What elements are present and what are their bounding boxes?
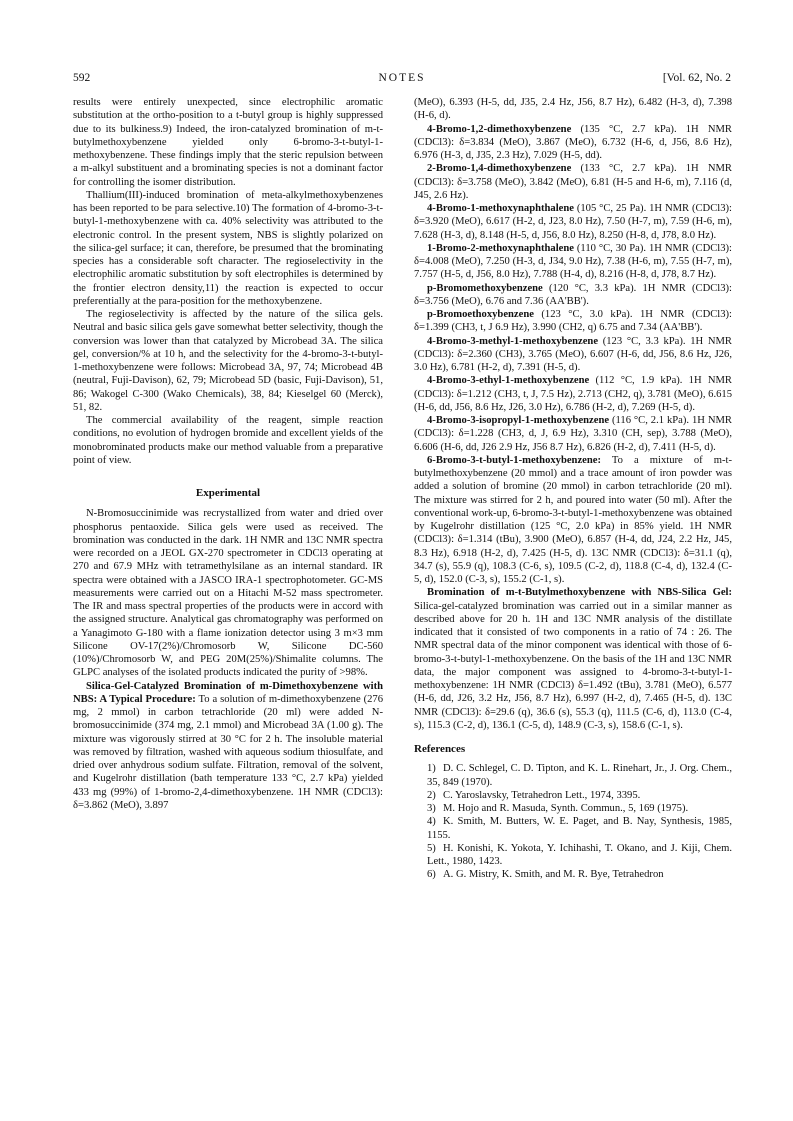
compound-title: 4-Bromo-1,2-dimethoxybenzene [427, 123, 572, 135]
paragraph-text: (105 °C, 25 Pa). 1H NMR (CDCl3): δ=3.920 (MeO), 6.617 (H-2, d, J23, 8.0 Hz), 7.50 (H-7, m), 7.59 (H-6, m), 7.628 (H-3, d), 8.148 (H-5, d, J56, 8.0 Hz), 8.250 (H-8, d, J78, 8.0 Hz). [414, 203, 732, 241]
paragraph [414, 202, 732, 242]
paragraph [414, 414, 732, 454]
paragraph [414, 454, 732, 587]
reference-item [414, 868, 732, 881]
paragraph-text: (135 °C, 2.7 kPa). 1H NMR (CDCl3): δ=3.834 (MeO), 3.867 (MeO), 6.732 (H-6, d, J56, 8.6 Hz), 6.976 (H-3, d, J35, 2.3 Hz), 7.029 (H-5, dd). [414, 123, 732, 161]
paragraph-text: (112 °C, 1.9 kPa). 1H NMR (CDCl3): δ=1.212 (CH3, t, J, 7.5 Hz), 2.713 (CH2, q), 3.781 (MeO), 6.615 (H-6, dd, J56, 8.6 Hz, J26, 3.0 Hz), 6.786 (H-2, d), 7.269 (H-5, d). [414, 375, 732, 413]
reference-number: 6) [427, 869, 436, 881]
paragraph [73, 680, 383, 813]
page-header [73, 72, 731, 88]
paragraph-text: (MeO), 6.393 (H-5, dd, J35, 2.4 Hz, J56, 8.7 Hz), 6.482 (H-3, d), 7.398 (H-6, d). [414, 97, 732, 122]
reference-item [414, 789, 732, 802]
reference-number: 3) [427, 803, 436, 814]
paragraph-text: Silica-gel-catalyzed bromination was carried out in a similar manner as described above for 20 h. 1H and 13C NMR analysis of the distillate indicated that it consisted of two components in a ratio of 74 : 26. The NMR spectral data of the minor component was identical with those of 6-bromo-3-t-butyl-1-methoxybenzene. On the basis of the 1H and 13C NMR data, the major component was assigned to 4-bromo-3-t-butyl-1-methoxybenzene: 1H NMR (CDCl3) δ=1.492 (tBu), 3.781 (MeO), 6.577 (H-6, dd, J26, 3.2 Hz, J56, 8.7 Hz), 6.997 (H-2, d), 7.465 (H-5, d). 13C NMR (CDCl3): δ=29.6 (q), 36.6 (s), 55.3 (q), 111.5 (C-6, d), 113.0 (C-4, s), 115.3 (C-2, d), 136.1 (C-5, d), 148.9 (C-3, s), 158.6 (C-1, s). [414, 600, 732, 731]
reference-text: K. Smith, M. Butters, W. E. Paget, and B. Nay, Synthesis, 1985, 1155. [427, 816, 732, 841]
references-heading: References [414, 743, 466, 755]
left-body [73, 96, 383, 467]
right-column [414, 96, 732, 882]
compound-title: 1-Bromo-2-methoxynaphthalene [427, 242, 574, 254]
reference-item [414, 802, 732, 815]
paragraph [73, 96, 383, 189]
compound-title: 6-Bromo-3-t-butyl-1-methoxybenzene: [427, 454, 601, 466]
paragraph-text: (133 °C, 2.7 kPa). 1H NMR (CDCl3): δ=3.758 (MeO), 3.842 (MeO), 6.81 (H-5 and H-6, m), 7.116 (d, J45, 2.6 Hz). [414, 163, 732, 201]
paragraph [414, 123, 732, 163]
paragraph [414, 308, 732, 335]
paragraph-text: To a solution of m-dimethoxybenzene (276 mg, 2 mmol) in carbon tetrachloride (20 ml) were added N-bromosuccinimide (374 mg, 2.1 mmol) and Microbead 3A (1.00 g). The mixture was vigorously stirred at 30 °C for 2 h. The insoluble material was removed by filtration, washed with aqueous sodium thiosulfate, and dried over anhydrous sodium sulfate. Filtration, removal of the solvent, and Kugelrohr distillation (bath temperature 133 °C, 2.7 kPa) yielded 433 mg (99%) of 1-bromo-2,4-dimethoxybenzene. 1H NMR (CDCl3): δ=3.862 (MeO), 3.897 [73, 693, 384, 811]
paragraph-text: To a mixture of m-t-butylmethoxybenzene (20 mmol) and a trace amount of iron powder was added a solution of bromine (20 mmol) in carbon tetrachloride (20 ml). The mixture was stirred for 2 h, and poured into water (50 ml). After the conventional work-up, 6-bromo-3-t-butyl-1-methoxybenzene was obtained by Kugelrohr distillation (125 °C, 2.0 kPa) in 85% yield. 1H NMR (CDCl3): δ=1.314 (tBu), 3.900 (MeO), 6.857 (H-4, dd, J24, 2.2 Hz, J45, 8.3 Hz), 6.918 (H-2, d), 7.425 (H-5, d). 13C NMR (CDCl3): δ=31.1 (q), 34.7 (s), 55.9 (q), 108.3 (C-6, s), 109.5 (C-2, d), 118.8 (C-4, d), 132.4 (C-5, d), 152.0 (C-3, s), 155.2 (C-1, s). [414, 454, 733, 585]
compound-title: Silica-Gel-Catalyzed Bromination of m-Dimethoxybenzene with NBS: A Typical Procedure: [73, 680, 383, 705]
experimental-heading: Experimental [195, 487, 261, 499]
paragraph-text: (123 °C, 3.3 kPa). 1H NMR (CDCl3): δ=2.360 (CH3), 3.765 (MeO), 6.607 (H-6, dd, J56, 8.6 Hz, J26, 3.0 Hz), 6.781 (H-2, d), 7.391 (H-5, d). [414, 335, 732, 373]
paragraph [414, 335, 732, 375]
paragraph [73, 414, 383, 467]
paragraph-text: N-Bromosuccinimide was recrystallized from water and dried over phosphorus pentaoxide. Silica gels were used as received. The bromination was conducted in the dark. 1H NMR and 13C NMR spectra were recorded on a JEOL GX-270 spectrometer in CDCl3 operating at 270 and 67.9 MHz with tetramethylsilane as an internal standard. IR spectra were obtained with a JASCO IRA-1 spectrophotometer. GC-MS measurements were carried out on a Hitachi M-52 mass spectrometer. The IR and mass spectral properties of the products were in accord with the assigned structure. Analytical gas chromatography was performed on a Yanagimoto G-180 with a flame ionization detector using 3 m×3 mm Silicone OV-17(2%)/Chromosorb W, Silicone DC-560 (10%)/Chromosorb W, and PEG 20M(25%)/Shimalite columns. The GLPC analyses of the isolated products indicated the purity of >98%. [73, 508, 383, 679]
paragraph-text: The commercial availability of the reagent, simple reaction conditions, no evolution of hydrogen bromide and excellent yields of the monobrominated products make our method valuable from a preparative point of view. [73, 415, 383, 466]
paragraph [73, 189, 383, 308]
paragraph-text: (116 °C, 2.1 kPa). 1H NMR (CDCl3): δ=1.228 (CH3, d, J, 6.9 Hz), 3.310 (CH, sep), 3.788 (MeO), 6.606 (H-6, dd, J26 2.9 Hz, J56 8.7 Hz), 6.826 (H-2, d), 7.411 (H-5, d). [414, 415, 732, 453]
page-number: 592 [73, 72, 91, 84]
paragraph [414, 96, 732, 123]
paragraph-text: (110 °C, 30 Pa). 1H NMR (CDCl3): δ=4.008 (MeO), 7.250 (H-3, d, J34, 9.0 Hz), 7.38 (H-6, m), 7.55 (H-7, m), 7.757 (H-5, d, J56, 8.0 Hz), 7.788 (H-4, d), 8.216 (H-8, d, J78, 8.7 Hz). [414, 242, 732, 281]
references-list [414, 762, 732, 881]
reference-text: C. Yaroslavsky, Tetrahedron Lett., 1974, 3395. [443, 789, 641, 801]
running-title: NOTES [378, 72, 426, 84]
compound-title: 4-Bromo-3-isopropyl-1-methoxybenzene [427, 415, 610, 426]
paragraph [414, 282, 732, 309]
right-body [414, 96, 732, 732]
reference-item [414, 762, 732, 789]
paragraph [73, 308, 383, 414]
paragraph-text: Thallium(III)-induced bromination of meta-alkylmethoxybenzenes has been reported to be para selective.10) The formation of 4-bromo-3-t-butyl-1-methoxybenzene with ca. 40% selectivity was attributed to the electronic control. In the present system, NBS is slightly polarized on the silica-gel surface; it can, therefore, be presumed that the brominating species has a considerable soft character. The regioselectivity in the electrophilic aromatic substitution by soft electrophiles is determined by the frontier electron density,11) the reaction is expected to occur preferentially at the para-position for the methoxybenzene. [73, 189, 383, 307]
paragraph-text: The regioselectivity is affected by the nature of the silica gels. Neutral and basic silica gels gave somewhat better selectivity, though the conversion was lower than that catalyzed by Microbead 3A. The silica gel, conversion/% at 10 h, and the selectivity for the 4-bromo-3-t-butyl-1-methoxybenzene were follows: Microbead 3A, 97, 74; Microbead 4B (neutral, Fuji-Davison), 62, 79; Microbead 5D (basic, Fuji-Davison), 51, 86; Wakogel C-300 (Wako Chemicals), 38, 84; Kieselgel 60 (Merck), 51, 82. [73, 309, 383, 413]
paragraph-text: (123 °C, 3.0 kPa). 1H NMR (CDCl3): δ=1.399 (CH3, t, J 6.9 Hz), 3.990 (CH2, q) 6.75 and 7.34 (AA'BB'). [414, 309, 732, 334]
reference-text: M. Hojo and R. Masuda, Synth. Commun., 5, 169 (1975). [443, 803, 689, 814]
left-column [73, 96, 383, 812]
paragraph [414, 242, 732, 282]
reference-text: A. G. Mistry, K. Smith, and M. R. Bye, Tetrahedron [443, 869, 664, 881]
reference-number: 5) [427, 842, 436, 854]
compound-title: 2-Bromo-1,4-dimethoxybenzene [427, 163, 572, 175]
reference-text: H. Konishi, K. Yokota, Y. Ichihashi, T. Okano, and J. Kiji, Chem. Lett., 1980, 1423. [427, 842, 732, 867]
compound-title: p-Bromoethoxybenzene [427, 309, 534, 320]
compound-title: 4-Bromo-1-methoxynaphthalene [427, 203, 574, 214]
paragraph [414, 586, 732, 732]
compound-title: p-Bromomethoxybenzene [427, 282, 543, 294]
reference-item [414, 815, 732, 842]
reference-number: 2) [427, 789, 436, 801]
reference-item [414, 842, 732, 869]
paragraph [73, 507, 383, 679]
paragraph-text: (120 °C, 3.3 kPa). 1H NMR (CDCl3): δ=3.756 (MeO), 6.76 and 7.36 (AA'BB'). [414, 282, 732, 307]
reference-number: 1) [427, 763, 436, 775]
compound-title: 4-Bromo-3-ethyl-1-methoxybenzene [427, 375, 590, 387]
volume-info: [Vol. 62, No. 2 [662, 72, 731, 84]
paragraph-text: results were entirely unexpected, since electrophilic aromatic substitution at the ortho-position to a t-butyl group is highly suppressed due to its bulkiness.9) Indeed, the iron-catalyzed bromination of m-t-butylmethoxybenzene yielded only 6-bromo-3-t-butyl-1-methoxybenzene. These findings imply that the steric repulsion between a m-alkyl substituent and a brominating species is not a dominant factor for controlling the isomer distribution. [73, 97, 383, 188]
reference-number: 4) [427, 816, 436, 828]
experimental-body [73, 507, 383, 812]
reference-text: D. C. Schlegel, C. D. Tipton, and K. L. Rinehart, Jr., J. Org. Chem., 35, 849 (1970). [427, 763, 732, 788]
paragraph [414, 374, 732, 414]
compound-title: 4-Bromo-3-methyl-1-methoxybenzene [427, 335, 599, 347]
paragraph [414, 162, 732, 202]
compound-title: Bromination of m-t-Butylmethoxybenzene with NBS-Silica Gel: [427, 587, 732, 599]
